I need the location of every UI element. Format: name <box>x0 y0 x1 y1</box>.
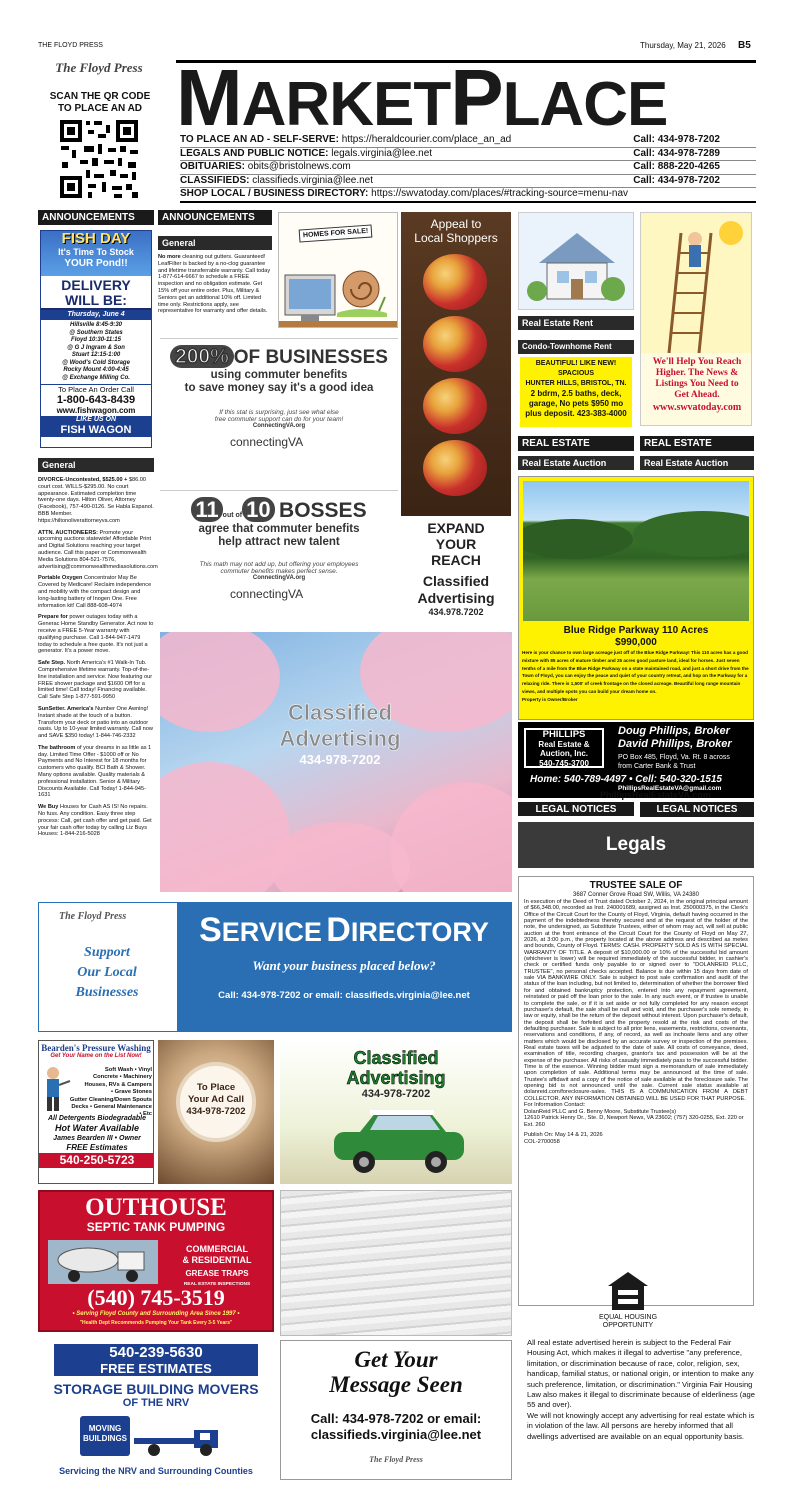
connectingva-logo: connectingVA <box>230 435 304 449</box>
fish-day-sub2: YOUR Pond!! <box>64 258 128 269</box>
newspaper-photo <box>280 1190 512 1336</box>
contact-row: OBITUARIES: obits@bristolnews.com Call: 888-220-4265 <box>180 161 756 175</box>
section-general-left: General <box>38 458 154 472</box>
listing: Prepare for power outages today with a Generac Home Standby Generator. Act now to receive a FREE 5-Year warranty with qualifying purchase. Call 1-844-947-1479 today to schedule a free quote. It's not just a generator. It's a power move. <box>38 614 154 655</box>
outhouse-r3: GREASE TRAPS <box>185 1269 249 1278</box>
green-car-icon <box>330 1106 470 1176</box>
fish-web[interactable]: www.fishwagon.com <box>56 406 136 415</box>
stat-11: 11 <box>191 497 222 522</box>
trustee-c1: DolanReid PLLC and G. Benny Moore, Substitute Trustee(s) <box>524 1108 677 1115</box>
apple-icon <box>423 254 487 310</box>
commuter2-sub1: agree that commuter benefits <box>198 523 360 535</box>
trustee-address: 3687 Conner Grove Road SW, Willis, VA 24380 <box>573 892 699 898</box>
general-classifieds <box>38 477 158 843</box>
outhouse-b1: • Serving Floyd County and Surrounding Area Since 1997 • <box>72 1311 240 1317</box>
section-general-mid: General <box>158 236 272 250</box>
message-contact1: Call: 434-978-7202 or email: <box>310 1411 482 1426</box>
trustee-sale-notice <box>518 876 754 1306</box>
apples-ad <box>401 212 511 516</box>
car-phone: 434-978-7202 <box>361 1088 431 1100</box>
phillips-phones: Home: 540-789-4497 • Cell: 540-320-1515 <box>530 774 722 785</box>
contact-link[interactable]: classifieds.virginia@lee.net <box>252 174 373 186</box>
coffee-place-ad <box>158 1040 274 1184</box>
storage-serving: Servicing the NRV and Surrounding Counties <box>59 1466 253 1476</box>
message-seen-ad <box>280 1340 512 1480</box>
section-auction-1: Real Estate Auction <box>518 456 634 470</box>
service-directory <box>38 902 512 1032</box>
page-number: B5 <box>738 40 751 51</box>
delivery-line2: WILL BE: <box>41 293 151 310</box>
swva-line1: We'll Help You Reach <box>652 357 742 367</box>
equal-housing-icon <box>606 1270 650 1312</box>
support-line2: Our Local <box>77 965 137 980</box>
connectingva-logo: connectingVA <box>230 587 304 601</box>
parkway-price: $990,000 <box>615 637 657 648</box>
contact-row: TO PLACE AN AD - SELF-SERVE: https://heraldcourier.com/place_an_ad Call: 434-978-7202 <box>180 134 756 148</box>
stat-businesses: OF BUSINESSES <box>233 347 388 368</box>
paper-name: THE FLOYD PRESS <box>38 42 103 49</box>
fair-housing-text: All real estate advertised herein is subject to the Federal Fair Housing Act, which makes it illegal to advertise "any preference, limitation, or discrimination because of race, color, religion, sex, handicap, familial status, or national origin, or intention to make any such preference, limitation, or discrimination." Virginia Fair Housing Law also makes it illegal to discriminate because of elderliness (age 55 and over). We will not knowingly accept any advertising for real estate which is in violation of the law. All persons are hereby informed that all dwellings advertised are available on an equal opportunity basis. <box>527 1338 755 1441</box>
parkway-photo <box>523 481 749 621</box>
contact-list <box>180 134 756 203</box>
apples-line2: Local Shoppers <box>414 231 498 245</box>
bearden-l1: All Detergents Biodegradable <box>47 1115 147 1122</box>
leaffilter-listing: No more cleaning out gutters. Guaranteed! LeafFilter is backed by a no-clog guarantee and lifetime transferrable warranty. Call today 1-877-614-6667 to schedule a FREE inspection and no obligation estimate. Get 15% off your entire order. Plus, Military & Seniors get an additional 10% off. Limited time only. Restrictions apply, see representative for warranty and offer details. <box>158 254 271 315</box>
bearden-l3: James Bearden III • Owner <box>53 1135 141 1142</box>
outhouse-r1: COMMERCIAL <box>186 1244 248 1254</box>
car-classified-ad <box>280 1040 512 1184</box>
trustee-c2: 12610 Patrick Henry Dr., Ste. D, Newport News, VA 23602; (757) 320-0255, Ext. 220 or Ext. 260 <box>524 1115 744 1128</box>
commuter2-sub2: help attract new talent <box>218 536 340 548</box>
service-title: SERVICE DIRECTORY <box>199 911 489 949</box>
fish-wagon: FISH WAGON <box>41 424 151 437</box>
contact-row: CLASSIFIEDS: classifieds.virginia@lee.net Call: 434-978-7202 <box>180 175 756 189</box>
eho-line1: EQUAL HOUSING <box>598 1314 658 1321</box>
stat-bosses: BOSSES <box>279 499 367 522</box>
service-item: Decks • General Maintenance • Etc <box>71 1104 152 1118</box>
commuter1-sub2: to save money say it's a good idea <box>184 382 374 394</box>
commuter1-fine1: If this stat is surprising, just see what else <box>219 409 339 416</box>
parkway-title: Blue Ridge Parkway 110 Acres <box>563 625 709 636</box>
like-us: LIKE US ON <box>41 416 151 424</box>
section-real-estate-2: REAL ESTATE <box>640 436 754 451</box>
phillips-addr1: PO Box 485, Floyd, Va. Rt. 8 across <box>618 754 730 761</box>
qr-line-1: SCAN THE QR CODE <box>49 91 151 102</box>
service-item: Concrete • Machinery <box>92 1074 152 1081</box>
phillips-addr2: from Carter Bank & Trust <box>618 763 696 770</box>
listing: Portable Oxygen Concentrator May Be Covered by Medicare! Reclaim independence and mobility with the compact design and long-lasting battery of Inogen One. Free information kit! Call 888-608-4974 <box>38 575 152 609</box>
outhouse-r4: REAL ESTATE INSPECTIONS <box>183 1282 251 1287</box>
bearden-pressure-washing-ad <box>38 1040 154 1184</box>
section-legal-notices-2: LEGAL NOTICES <box>640 802 754 817</box>
storage-title: STORAGE BUILDING MOVERS <box>53 1381 259 1397</box>
stop: Hillsville 8:45-9:30 <box>69 322 123 328</box>
storage-building-movers-ad <box>38 1344 274 1482</box>
stop: @ Southern States <box>69 329 123 336</box>
coffee-line1: To Place <box>196 1082 236 1093</box>
phillips-ad <box>518 722 754 798</box>
commuter1-fine2: free commuter support can do for your team! <box>214 416 344 423</box>
contact-link[interactable]: obits@bristolnews.com <box>247 161 351 172</box>
contact-row: SHOP LOCAL / BUSINESS DIRECTORY: https://swvatoday.com/places/#tracking-source=menu-nav <box>180 188 756 203</box>
ladder-climber-icon <box>641 213 752 353</box>
car-line2: Advertising <box>346 1068 446 1088</box>
delivery-line1: DELIVERY <box>61 277 131 293</box>
swva-web[interactable]: www.swvatoday.com <box>652 402 742 413</box>
bearden-phone: 540-250-5723 <box>39 1153 154 1168</box>
outhouse-sub: SEPTIC TANK PUMPING <box>86 1220 226 1234</box>
message-line1: Get Your <box>354 1347 438 1372</box>
floyd-press-small-logo: The Floyd Press <box>369 1455 423 1464</box>
coffee-line3: 434-978-7202 <box>186 1106 246 1117</box>
storage-building-icon: MOVING BUILDINGS <box>80 1416 130 1456</box>
bearden-l4: FREE Estimates <box>66 1143 128 1152</box>
support-line1: Support <box>84 945 130 960</box>
car-line1: Classified <box>353 1048 439 1068</box>
phillips-email[interactable]: PhillipsRealEstateVA@gmail.com <box>618 785 722 792</box>
outhouse-phone: (540) 745-3519 <box>87 1285 225 1310</box>
contact-row: LEGALS AND PUBLIC NOTICE: legals.virginia@lee.net Call: 434-978-7289 <box>180 148 756 162</box>
fish-day-sub1: It's Time To Stock <box>58 247 134 257</box>
house-drawing <box>518 212 634 310</box>
service-contact: Call: 434-978-7202 or email: classifieds.virginia@lee.net <box>218 990 470 1001</box>
condo-ad: BEAUTIFUL! LIKE NEW! SPACIOUS HUNTER HILLS, BRISTOL, TN. 2 bdrm, 2.5 baths, deck, garage, No pets $950 mo plus deposit. 423-383-4000 <box>520 357 632 427</box>
commuter2-fine1: This math may not add up, but offering your employees <box>199 561 359 568</box>
blossom-classified-ad <box>160 632 512 892</box>
septic-truck-icon <box>48 1240 158 1284</box>
stop: Floyd 10:30-11:15 <box>71 337 121 343</box>
trustee-col: COL-2700058 <box>524 1138 560 1145</box>
service-item: Houses, RVs & Campers <box>84 1081 152 1088</box>
stop: Rocky Mount 4:00-4:45 <box>63 367 129 373</box>
broker-1: Doug Phillips, Broker <box>618 725 730 737</box>
stop: @ Wood's Cold Storage <box>62 359 130 366</box>
stop: @ Exchange Milling Co. <box>62 374 130 381</box>
section-announcements-left: ANNOUNCEMENTS <box>38 210 154 225</box>
listing: The bathroom of your dreams in as little as 1 day. Limited Time Offer - $1000 off or No Payments and No Interest for 18 months for customers who qualify. BCI Bath & Shower. Many options available. Quality materials & professional installation. Senior & Military Discounts Available. Call Today! 1-844-945-1631 <box>38 744 152 799</box>
message-contact2: classifieds.virginia@lee.net <box>310 1427 482 1442</box>
parkway-owner: Property is Owner/Broker <box>522 696 578 702</box>
commuter-ad-2: 11 out of 10 BOSSES agree that commuter benefits help attract new talent This math may not add up, but offering your employees commuter benefits makes perfect sense. ConnectingVA.org connectingVA <box>160 490 398 630</box>
blossom-line2: Advertising <box>279 726 401 751</box>
outhouse-title: OUTHOUSE <box>85 1194 227 1221</box>
listing: SunSetter. America's Number One Awning! Instant shade at the touch of a button. Transform your deck or patio into an outdoor oasis. Up to 10-year limited warranty. Call now and SAVE $350 today! 1-844-746-2332 <box>38 705 153 740</box>
truck-icon <box>134 1428 224 1460</box>
apple-icon <box>423 440 487 496</box>
service-item: Gutter Cleaning/Down Spouts <box>69 1096 152 1103</box>
apple-icon <box>423 316 487 372</box>
section-auction-2: Real Estate Auction <box>640 456 754 470</box>
trustee-body: In execution of the Deed of Trust dated October 2, 2024, in the original principal amount of $66,348.00, recorded as Inst. 240001689, assigned as Inst. 250000375, in the Clerk's Office of the Circuit Court for the County of Floyd, Virginia, default having occurred in the payment of the indebtedness thereby secured and at the request of the holder of the note, the undersigned, as Substitute Trustees, either of whom may act, will sell at public auction at the front entrance of the Circuit Court for the County of Floyd on May 27, 2026, at 3:00 p.m., the property located at the above address and described as metes and bounds, County of Floyd. TERMS: CASH. PROPERTY SOLD AS IS WITH SPECIAL WARRANTY OF TITLE. A deposit of $10,000.00 or 10% of the successful bid amount (whichever is lower) will be required immediately of the successful bidder, in cashier's check or certified funds only payable to or signed over to "DOLANREID PLLC, TRUSTEE", no personal checks accepted. Balance is due within 15 days from date of sale VIA BANKWIRE ONLY. Sale is subject to post sale confirmation and audit of the status of the loan including, but not limited to, determination of whether the borrower filed for and obtained bankruptcy protection, entered into any repayment agreement, reinstated or paid off the loan prior to the sale. In any such event, or if trustee is unable to complete the sale, or if it is set aside or not fully completed for any reason except purchaser's default, the sale shall be null and void, and the purchaser's sole remedy, in law or equity, shall be the return of the deposit without interest. Upon purchaser's default, the deposit shall be forfeited and the property resold at the risk and costs of the defaulting purchaser. Sale is subject to all prior liens, easements, restrictions, covenants, reservations and conditions, if any, of record, as well as inchoate liens and any other matters which would be disclosed by an accurate survey or inspection of the premises. Real estate taxes will be adjusted to the date of sale. All costs of conveyance, deed, examination of title, recording charges, grantor's tax and possession will be at the expense of the purchaser. All risks of casualty immediately pass to the successful bidder. Time is of the essence. Winning bidder must sign a memorandum of sale immediately upon completion of sale. Additional terms may be announced at the time of sale. Trustee's affidavit and a copy of the notice of sale available at the foreclosure sale. The opening bid is not announced until the sale. Current sale status available at dolanreid.com/foreclosure-sales. THIS IS A COMMUNICATION FROM A DEBT COLLECTOR. ANY INFORMATION OBTAINED WILL BE USED FOR THAT PURPOSE. <box>524 899 748 1102</box>
trustee-title: TRUSTEE SALE OF <box>589 880 683 891</box>
expand-reach: EXPAND YOUR REACH Classified Advertising 434.978.7202 <box>417 520 495 617</box>
trustee-pub: Publish On: May 14 & 21, 2026 <box>524 1132 603 1138</box>
fish-phone: 1-800-643-8439 <box>56 394 136 406</box>
message-line2: Message Seen <box>329 1372 463 1397</box>
contact-link[interactable]: https://heraldcourier.com/place_an_ad <box>341 134 512 145</box>
stop: @ G J Ingram & Son <box>67 344 125 351</box>
stat-200: 200% <box>170 345 234 368</box>
section-real-estate-1: REAL ESTATE <box>518 436 634 451</box>
commuter1-sub1: using commuter benefits <box>210 369 348 381</box>
floyd-press-logo: The Floyd Press <box>55 60 143 75</box>
listing: We Buy Houses for Cash AS IS! No repairs. No fuss. Any condition. Easy three step process: Call, get cash offer and get paid. Get your fair cash offer today by calling Liz Buys Houses: 1-844-216-5028 <box>38 804 152 838</box>
swva-today-ad <box>640 212 752 426</box>
contact-link[interactable]: legals.virginia@lee.net <box>331 147 433 159</box>
section-real-estate-rent: Real Estate Rent <box>518 316 634 330</box>
apples-line1: Appeal to <box>430 217 482 231</box>
issue-date: Thursday, May 21, 2026 <box>640 41 726 50</box>
storage-phone: 540-239-5630 <box>54 1344 258 1361</box>
swva-line2: Higher. The News & <box>655 368 739 378</box>
fish-day-ad <box>40 230 152 448</box>
delivery-day: Thursday, June 4 <box>41 310 151 320</box>
listing: Safe Step. North America's #1 Walk-In Tub. Comprehensive lifetime warranty. Top-of-the-line installation and service. Now featuring our FREE shower package and $1600 Off for a limited time! Call today! Financing available. Call Safe Step 1-877-591-9950 <box>38 660 153 701</box>
swva-line4: Get Ahead. <box>674 390 720 400</box>
qr-line-2: TO PLACE AN AD <box>57 103 143 114</box>
service-item: • Grave Stones <box>110 1089 152 1096</box>
washer-man-icon <box>41 1065 71 1113</box>
coffee-line2: Your Ad Call <box>188 1094 244 1105</box>
storage-free: FREE ESTIMATES <box>54 1361 258 1376</box>
listing: DIVORCE-Uncontested, $525.00 + $86.00 court cost. WILLS-$295.00. No court appearance. Estimated completion time twenty-one days. Hilton Oliver, Attorney (Facebook), 757-490-0126. Se Habla Espanol. BBB Member. https://hiltonoliverattorneyva.com <box>38 477 154 524</box>
outhouse-r2: & RESIDENTIAL <box>182 1255 252 1265</box>
legals-banner: Legals <box>518 822 754 868</box>
apple-icon <box>423 378 487 434</box>
blossom-phone: 434-978-7202 <box>299 752 381 767</box>
bearden-l2: Hot Water Available <box>54 1123 140 1133</box>
broker-2: David Phillips, Broker <box>618 738 732 750</box>
service-tagline: Want your business placed below? <box>252 958 436 973</box>
support-line3: Businesses <box>75 985 139 1000</box>
blossom-line1: Classified <box>288 700 392 725</box>
commuter-ad-1 <box>160 338 398 478</box>
commuter1-site[interactable]: ConnectingVA.org <box>252 423 306 429</box>
floyd-press-small-logo: The Floyd Press <box>59 911 127 922</box>
bearden-tag: Get Your Name on the List Now! <box>50 1053 142 1059</box>
stop: Stuart 12:15-1:00 <box>71 352 121 358</box>
phillips-web[interactable]: PhillipsRealEstateVA.com <box>600 790 711 800</box>
eho-line2: OPPORTUNITY <box>602 1322 654 1329</box>
commuter2-site[interactable]: ConnectingVA.org <box>252 575 306 581</box>
service-item: Soft Wash • Vinyl <box>104 1067 152 1073</box>
parkway-ad <box>518 476 754 720</box>
storage-sub: OF THE NRV <box>122 1397 190 1409</box>
outhouse-b2: "Health Dept Recommends Pumping Your Tank Every 3-5 Years" <box>79 1320 233 1326</box>
outhouse-septic-ad <box>38 1190 274 1332</box>
masthead-title: MARKETPLACE <box>176 53 668 142</box>
fish-day-title: FISH DAY <box>61 230 131 247</box>
homes-for-sale-cartoon <box>278 212 398 328</box>
commuter2-fine2: commuter benefits makes perfect sense. <box>220 568 338 575</box>
homes-sign: HOMES FOR SALE! <box>299 224 373 242</box>
section-announcements-mid: ANNOUNCEMENTS <box>158 210 272 225</box>
order-label: To Place An Order Call <box>41 384 151 394</box>
trustee-info: For Information Contact: <box>524 1102 586 1108</box>
parkway-desc: Here is your chance to own large acreage just off of the Blue Ridge Parkway! This 110 acres has a good mixture with 85 acres of mature timber and 25 acres good pasture land, ideal for horses. Just seven tenths of a mile from the Blue Ridge Parkway on a state maintained road, and just a short drive from the Town of Floyd, you can enjoy the peace and quiet of your country retreat, and hop on the Parkway for a relaxing ride. There is 1,500' of creek frontage on the closed acreage. Beautiful long range mountain views, and multiple spots you can build your dream home on. <box>522 650 749 694</box>
section-condo: Condo-Townhome Rent <box>518 340 634 354</box>
phillips-logo: PHILLIPS Real Estate & Auction, Inc. 540-745-3700 <box>524 728 604 768</box>
house-icon <box>519 213 635 311</box>
contact-link[interactable]: https://swvatoday.com/places/#tracking-source=menu-nav <box>371 188 629 199</box>
qr-code-icon[interactable] <box>58 118 140 200</box>
listing: ATTN. AUCTIONEERS: Promote your upcoming auctions statewide! Affordable Print and Digital Solutions reaching your target audience. Call this paper or Commonwealth Media Solutions 804-521-7576, advertising@commonwealthmediasolutions.com <box>38 529 158 570</box>
section-legal-notices-1: LEGAL NOTICES <box>518 802 634 817</box>
bearden-title: Bearden's Pressure Washing <box>41 1043 151 1053</box>
swva-line3: Listings You Need to <box>655 379 739 389</box>
